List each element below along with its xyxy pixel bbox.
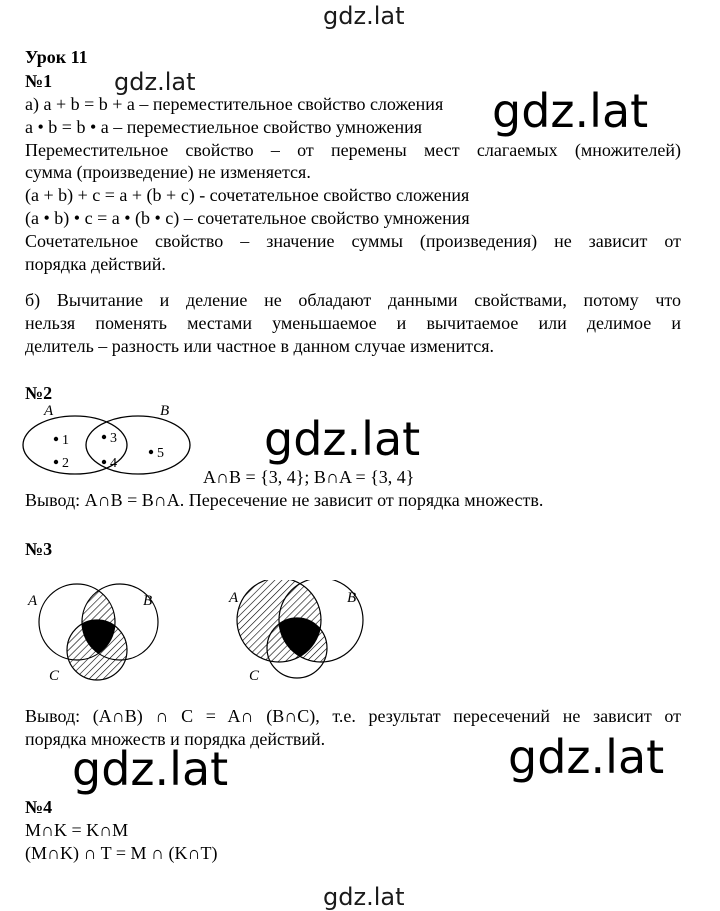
venn-diagram-left [25, 580, 165, 685]
element-3: 3 [110, 431, 117, 446]
set-a-label: A [44, 403, 54, 419]
task2-number: №2 [25, 383, 53, 403]
task3-number: №3 [25, 539, 53, 559]
watermark-big-2: gdz.lat [264, 412, 421, 466]
task4-line-1: M∩K = K∩M [25, 820, 129, 840]
task4-line-2: (M∩K) ∩ T = M ∩ (K∩T) [25, 843, 218, 863]
task4-number: №4 [25, 797, 53, 817]
label-c-right: C [249, 668, 260, 684]
watermark-big-4: gdz.lat [508, 730, 665, 784]
task1-assoc-add: (a + b) + c = a + (b + c) - сочетательное свойство сложения [25, 185, 470, 205]
label-b-left: B [143, 593, 153, 609]
task1-commutative-1: Переместительное свойство – от перемены мест слагаемых (множителей) [25, 140, 681, 160]
element-5: 5 [157, 446, 164, 461]
task1-line-a1: а) a + b = b + a – переместительное свойство сложения [25, 94, 444, 114]
venn-diagram-right [225, 580, 370, 685]
watermark-big-1: gdz.lat [492, 84, 649, 138]
label-c-left: C [49, 668, 60, 684]
watermark-top: gdz.lat [323, 2, 405, 30]
task1-b-2: нельзя поменять местами уменьшаемое и вычитаемое или делимое и [25, 313, 681, 333]
task1-line-a2: a • b = b • a – переместиельное свойство умножения [25, 117, 422, 137]
label-a-right: A [229, 590, 239, 606]
element-4: 4 [110, 456, 117, 471]
task2-conclusion: Вывод: A∩B = B∩A. Пересечение не зависит от порядка множеств. [25, 490, 544, 510]
watermark-under-n1: gdz.lat [114, 68, 196, 96]
task3-conclusion-2: порядка множеств и порядка действий. [25, 729, 326, 749]
task1-assoc-def-1: Сочетательное свойство – значение суммы (произведения) не зависит от [25, 231, 681, 251]
element-1: 1 [62, 433, 69, 448]
task1-number: №1 [25, 71, 53, 91]
set-b-ellipse [86, 416, 190, 474]
task1-b-3: делитель – разность или частное в данном случае изменится. [25, 336, 494, 356]
task3-conclusion-1: Вывод: (A∩B) ∩ C = A∩ (B∩C), т.е. результат пересечений не зависит от [25, 706, 681, 726]
task1-commutative-2: сумма (произведение) не изменяется. [25, 162, 311, 182]
set-b-label: B [160, 403, 170, 419]
label-a-left: A [28, 593, 38, 609]
label-b-right: B [347, 590, 357, 606]
task2-equation: A∩B = {3, 4}; B∩A = {3, 4} [203, 467, 415, 487]
watermark-big-3: gdz.lat [72, 742, 229, 796]
venn-diagram-task2 [20, 400, 200, 480]
watermark-bottom: gdz.lat [323, 883, 405, 911]
task1-assoc-def-2: порядка действий. [25, 254, 166, 274]
task1-assoc-mul: (a • b) • c = a • (b • c) – сочетательное свойство умножения [25, 208, 470, 228]
element-2: 2 [62, 456, 69, 471]
task1-b-1: б) Вычитание и деление не обладают данными свойствами, потому что [25, 290, 681, 310]
lesson-title: Урок 11 [25, 47, 88, 67]
